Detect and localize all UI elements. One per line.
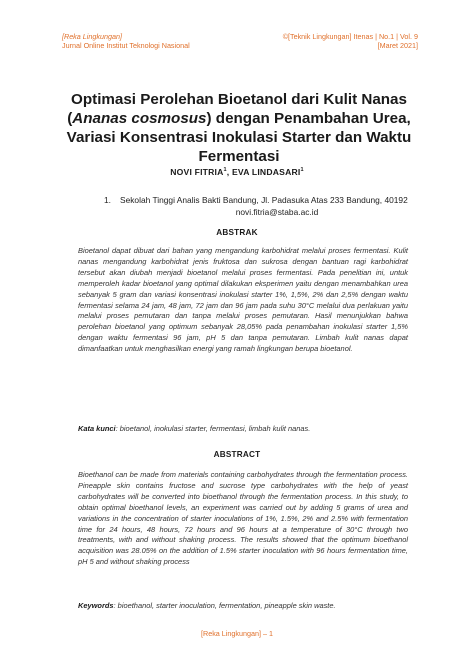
kata-kunci [78, 424, 408, 433]
journal-name: [Reka Lingkungan] [62, 32, 122, 41]
keywords-label: Keywords [78, 601, 114, 610]
affiliation-number: 1. [104, 195, 111, 205]
running-header-right [283, 32, 418, 50]
institution-name: Jurnal Online Institut Teknologi Nasional [62, 41, 190, 50]
author-1-affiliation-mark: 1 [223, 167, 227, 174]
abstrak-heading: ABSTRAK [216, 228, 258, 237]
author-1: NOVI FITRIA [170, 167, 224, 177]
author-2: EVA LINDASARI [231, 167, 301, 177]
author-2-affiliation-mark: 1 [300, 167, 304, 174]
paper-title [58, 90, 420, 166]
affiliation [104, 194, 434, 218]
affiliation-address: Sekolah Tinggi Analis Bakti Bandung, Jl. Padasuka Atas 233 Bandung, 40192 [120, 195, 408, 205]
author-email: novi.fitria@staba.ac.id [235, 207, 319, 217]
copyright-line: ©[Teknik Lingkungan] Itenas | No.1 | Vol. 9 [282, 32, 418, 41]
running-header-left [62, 32, 190, 50]
title-line-3: Variasi Konsentrasi Inokulasi Starter dan Waktu [66, 129, 412, 146]
author-list [0, 167, 474, 177]
abstract-heading: ABSTRACT [213, 450, 261, 459]
title-line-2-rest: dengan Penambahan Urea, [211, 110, 411, 127]
abstract-body: Bioethanol can be made from materials containing carbohydrates through the fermentation process. Pineapple skin contains fructose and sucrose type carbohydrates with the help of yeast carbohydrates will be converted into bioethanol through the fermentation process. In this study, to obtain optimal bioethanol levels, an experiment was carried out by adding 5 grams of urea and variations in the concentration of starter inoculations of 1%, 1.5%, 2% and 2.5% with fermentation time for 24 hours, 48 hours, 72 hours and 96 hours at a temperature of 30°C through two treatments, with and without shaking process. The results showed that the optimum bioethanol acquisition was 28.05% on the addition of 1.5% starter inoculation with 96 hours fermentation time, pH 5 and without shaking process [78, 470, 408, 567]
title-line-4: Fermentasi [198, 148, 280, 165]
kata-kunci-list: : bioetanol, inokulasi starter, fermentasi, limbah kulit nanas. [115, 424, 311, 433]
abstrak-body: Bioetanol dapat dibuat dari bahan yang mengandung karbohidrat melalui proses fermentasi. Kulit nanas mengandung karbohidrat jenis fruktosa dan sukrosa dengan bantuan ragi karbohidrat tersebut akan diubah menjadi bioetanol melalui proses fermentasi. Pada penelitian ini, untuk memperoleh kadar bioetanol yang optimal dilakukan eksperimen yaitu dengan menambahkan urea sebanyak 5 gram dan variasi konsentrasi inokulasi starter 1%, 1,5%, 2% dan 2,5% dengan waktu fermentasi selama 24 jam, 48 jam, 72 jam dan 96 jam pada suhu 30°C melalui dua perlakuan yaitu melalui proses pemutaran dan tanpa melalui proses pemutaran. Hasil menunjukkan bahwa perolehan bioetanol yang optimum sebanyak 28,05% pada penambahan inokulasi starter 1,5% dengan waktu fermentasi 96 jam, pH 5 dan tanpa pemutaran. Limbah kulit nanas dapat dimanfaatkan untuk menghasilkan energi yang ramah lingkungan berupa bioetanol. [78, 246, 408, 354]
keywords-list: : bioethanol, starter inoculation, fermentation, pineapple skin waste. [113, 601, 336, 610]
title-line-1: Optimasi Perolehan Bioetanol dari Kulit Nanas [71, 91, 407, 108]
author-separator: , [226, 167, 232, 177]
page-footer: [Reka Lingkungan] – 1 [201, 629, 273, 638]
issue-date: [Maret 2021] [377, 41, 418, 50]
species-name: Ananas cosmosus [72, 110, 207, 127]
keywords [78, 601, 408, 610]
kata-kunci-label: Kata kunci [78, 424, 116, 433]
title-line-2: (Ananas cosmosus) dengan Penambahan Urea, [67, 110, 411, 127]
